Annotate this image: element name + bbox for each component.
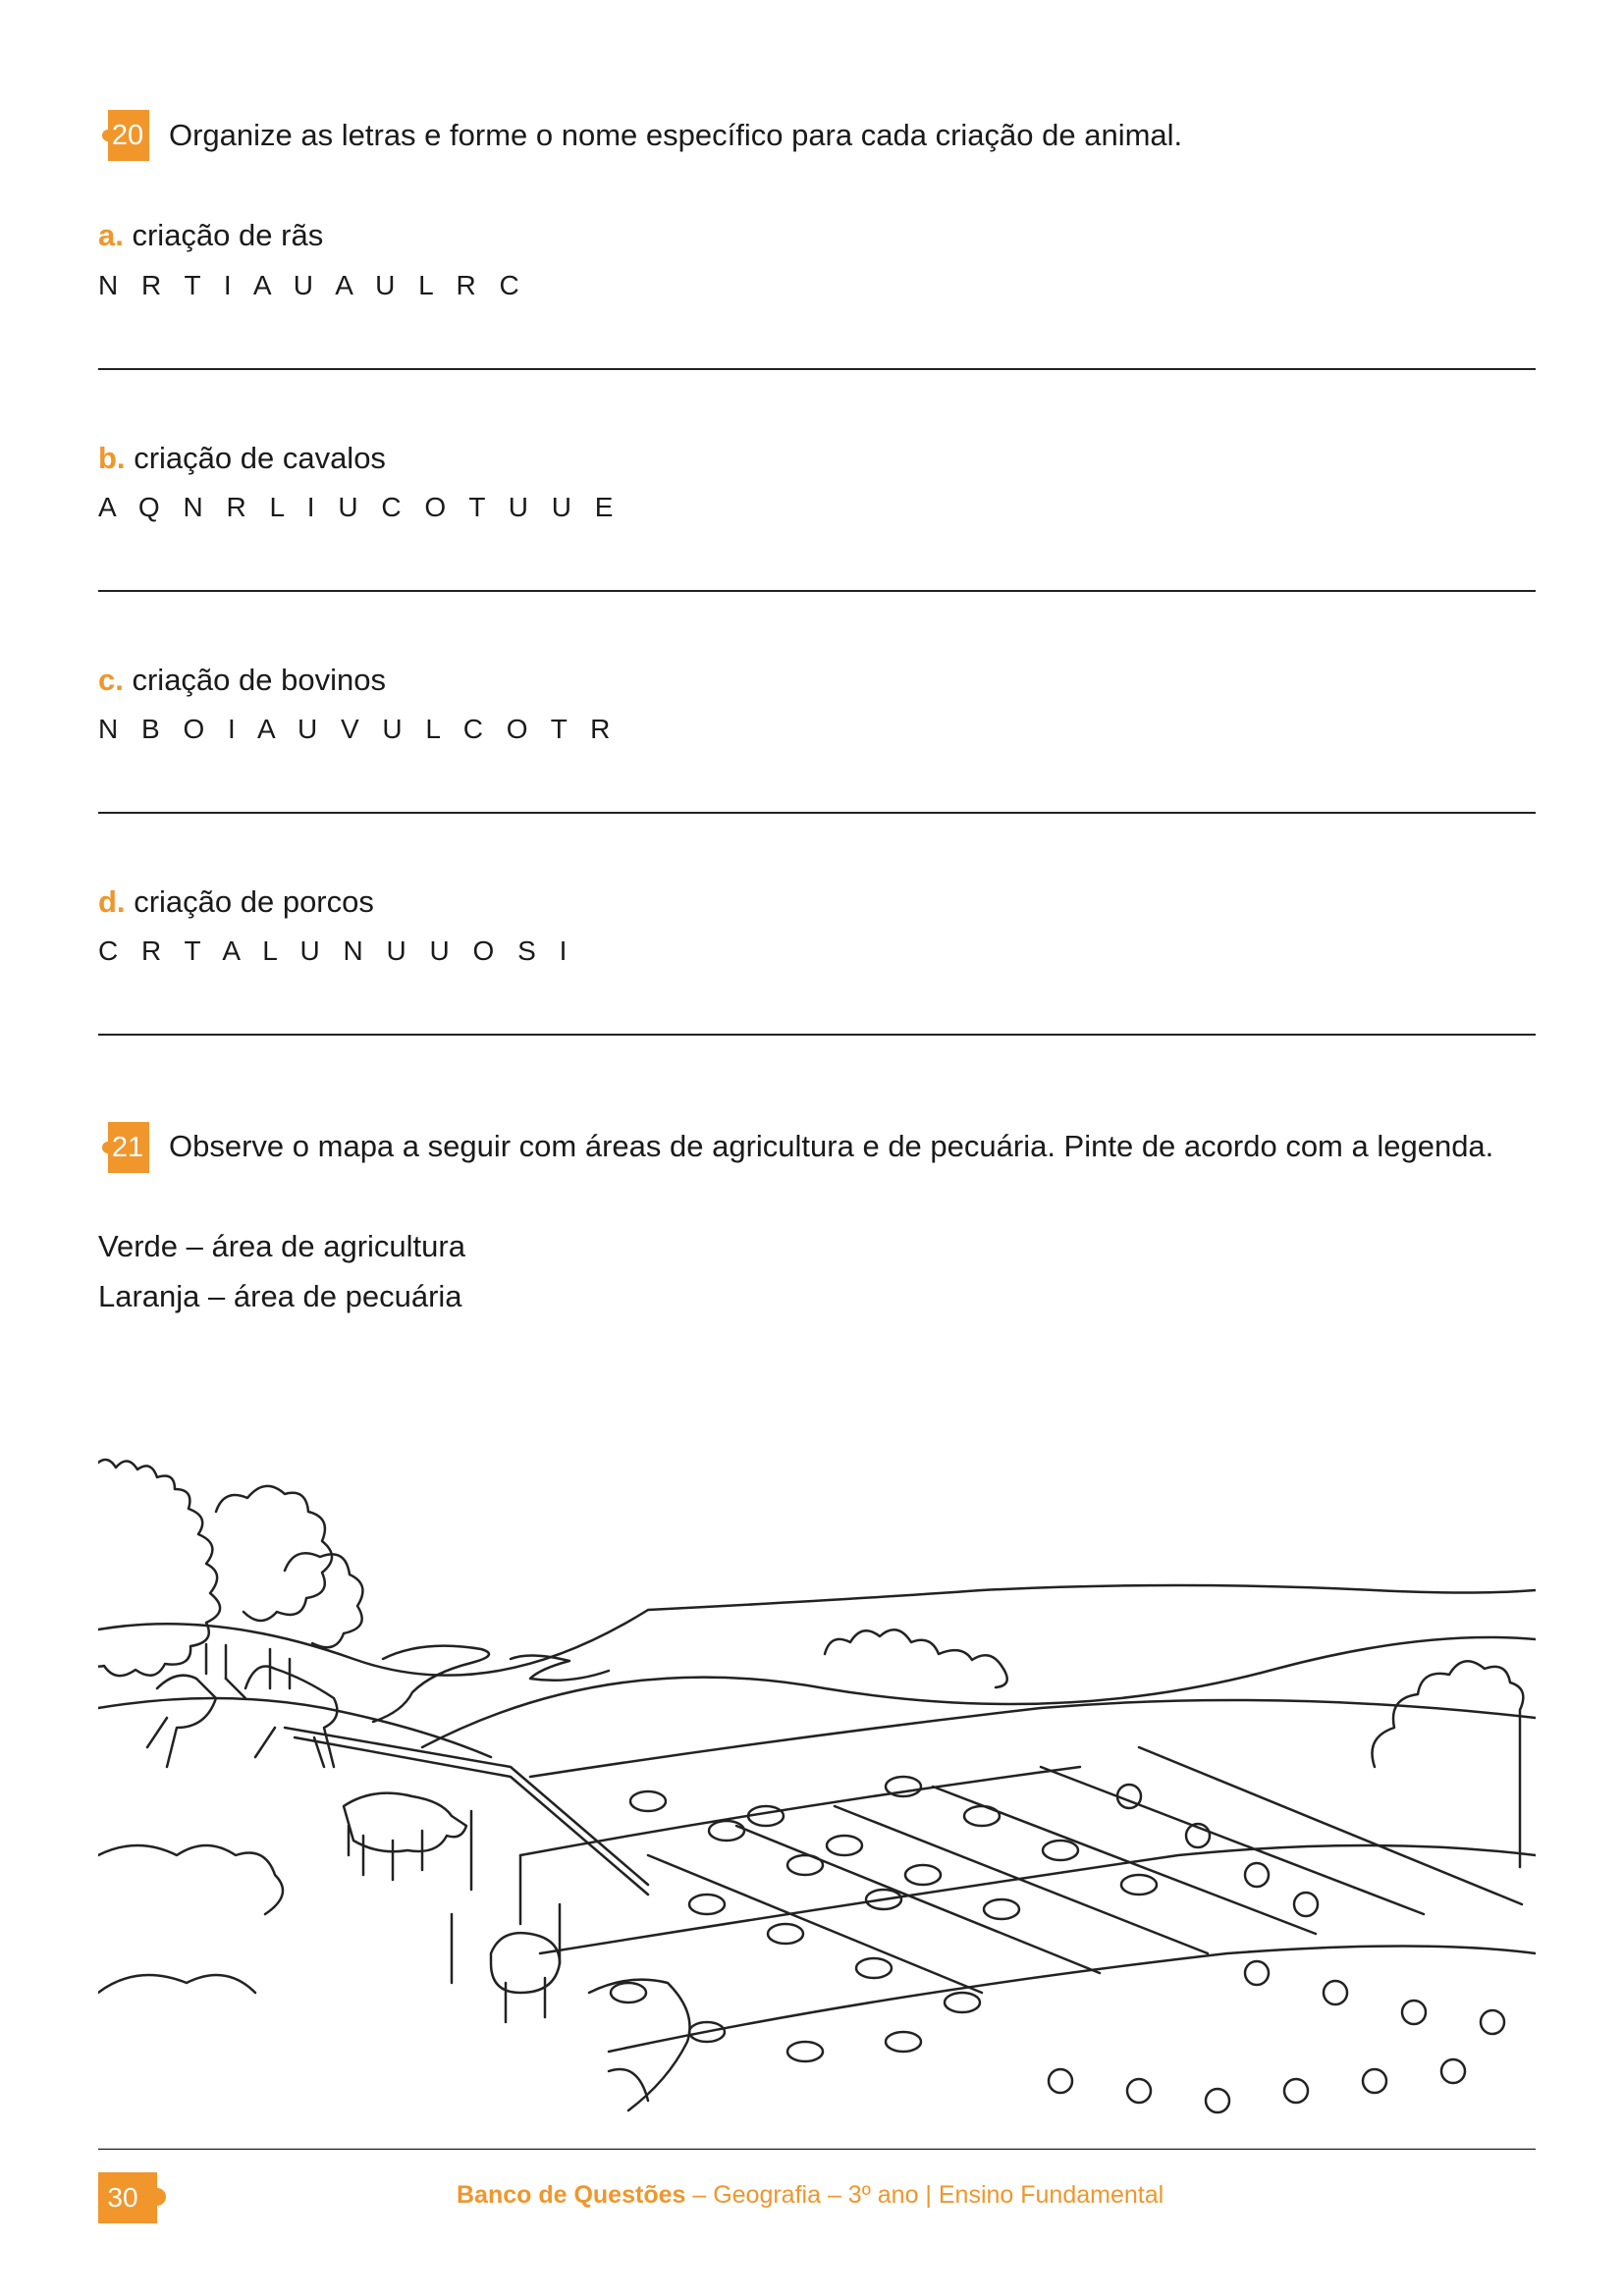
page-number-badge <box>98 2172 157 2223</box>
bushes-right <box>1049 1785 1504 2112</box>
horse-left <box>147 1676 216 1767</box>
river <box>373 1646 609 1722</box>
item-c-label <box>98 661 386 700</box>
item-letter: c. <box>98 663 124 697</box>
item-letter: d. <box>98 884 126 919</box>
hill-back <box>98 1585 1536 1676</box>
ground-front <box>98 1845 1536 2150</box>
item-text: criação de rãs <box>132 218 324 252</box>
legend-green: Verde – área de agricultura <box>98 1229 465 1263</box>
tree-cluster-mid <box>216 1486 332 1621</box>
cow-2 <box>491 1933 560 2022</box>
item-b-answer-line[interactable] <box>98 590 1536 592</box>
footer-subtitle: – Geografia – 3º ano | Ensino Fundamental <box>685 2181 1164 2209</box>
item-text: criação de porcos <box>134 884 374 919</box>
question-number: 21 <box>111 1131 144 1163</box>
item-d-scramble: C R T A L U N U U O S I <box>98 935 575 966</box>
tree-cluster-left <box>98 1460 220 1676</box>
horse-right <box>226 1667 337 1768</box>
cow-1 <box>344 1793 466 1880</box>
item-a-label <box>98 216 323 255</box>
question-20-badge <box>98 110 149 161</box>
farm-landscape-illustration[interactable] <box>98 1443 1536 2150</box>
item-letter: a. <box>98 218 124 252</box>
question-21-prompt: Observe o mapa a seguir com áreas de agricultura e de pecuária. Pinte de acordo com a legenda. <box>169 1129 1494 1163</box>
tree-left-2 <box>285 1553 362 1647</box>
hill-front-left <box>98 1698 491 1757</box>
footer-title <box>457 2181 1164 2210</box>
tree-far-right <box>1373 1661 1524 1867</box>
item-c-answer-line[interactable] <box>98 812 1536 814</box>
item-letter: b. <box>98 441 126 475</box>
item-c-scramble: N B O I A U V U L C O T R <box>98 714 619 744</box>
hill-middle <box>422 1637 1536 1747</box>
item-b-label <box>98 439 386 478</box>
page-number: 30 <box>107 2182 138 2213</box>
item-d-answer-line[interactable] <box>98 1034 1536 1036</box>
item-d-label <box>98 882 374 922</box>
crop-plants <box>611 1777 1157 2061</box>
question-20-prompt: Organize as letras e forme o nome específico para cada criação de animal. <box>169 118 1183 152</box>
item-a-scramble: N R T I A U A U L R C <box>98 270 527 300</box>
tree-cluster-right <box>825 1629 1007 1687</box>
question-21-badge <box>98 1122 149 1173</box>
question-number: 20 <box>111 119 144 151</box>
crop-field <box>520 1700 1536 2052</box>
legend-orange: Laranja – área de pecuária <box>98 1279 462 1313</box>
footer-book-title: Banco de Questões <box>457 2181 686 2209</box>
item-text: criação de cavalos <box>134 441 386 475</box>
item-b-scramble: A Q N R L I U C O T U U E <box>98 492 622 522</box>
item-text: criação de bovinos <box>132 663 386 697</box>
item-a-answer-line[interactable] <box>98 368 1536 370</box>
